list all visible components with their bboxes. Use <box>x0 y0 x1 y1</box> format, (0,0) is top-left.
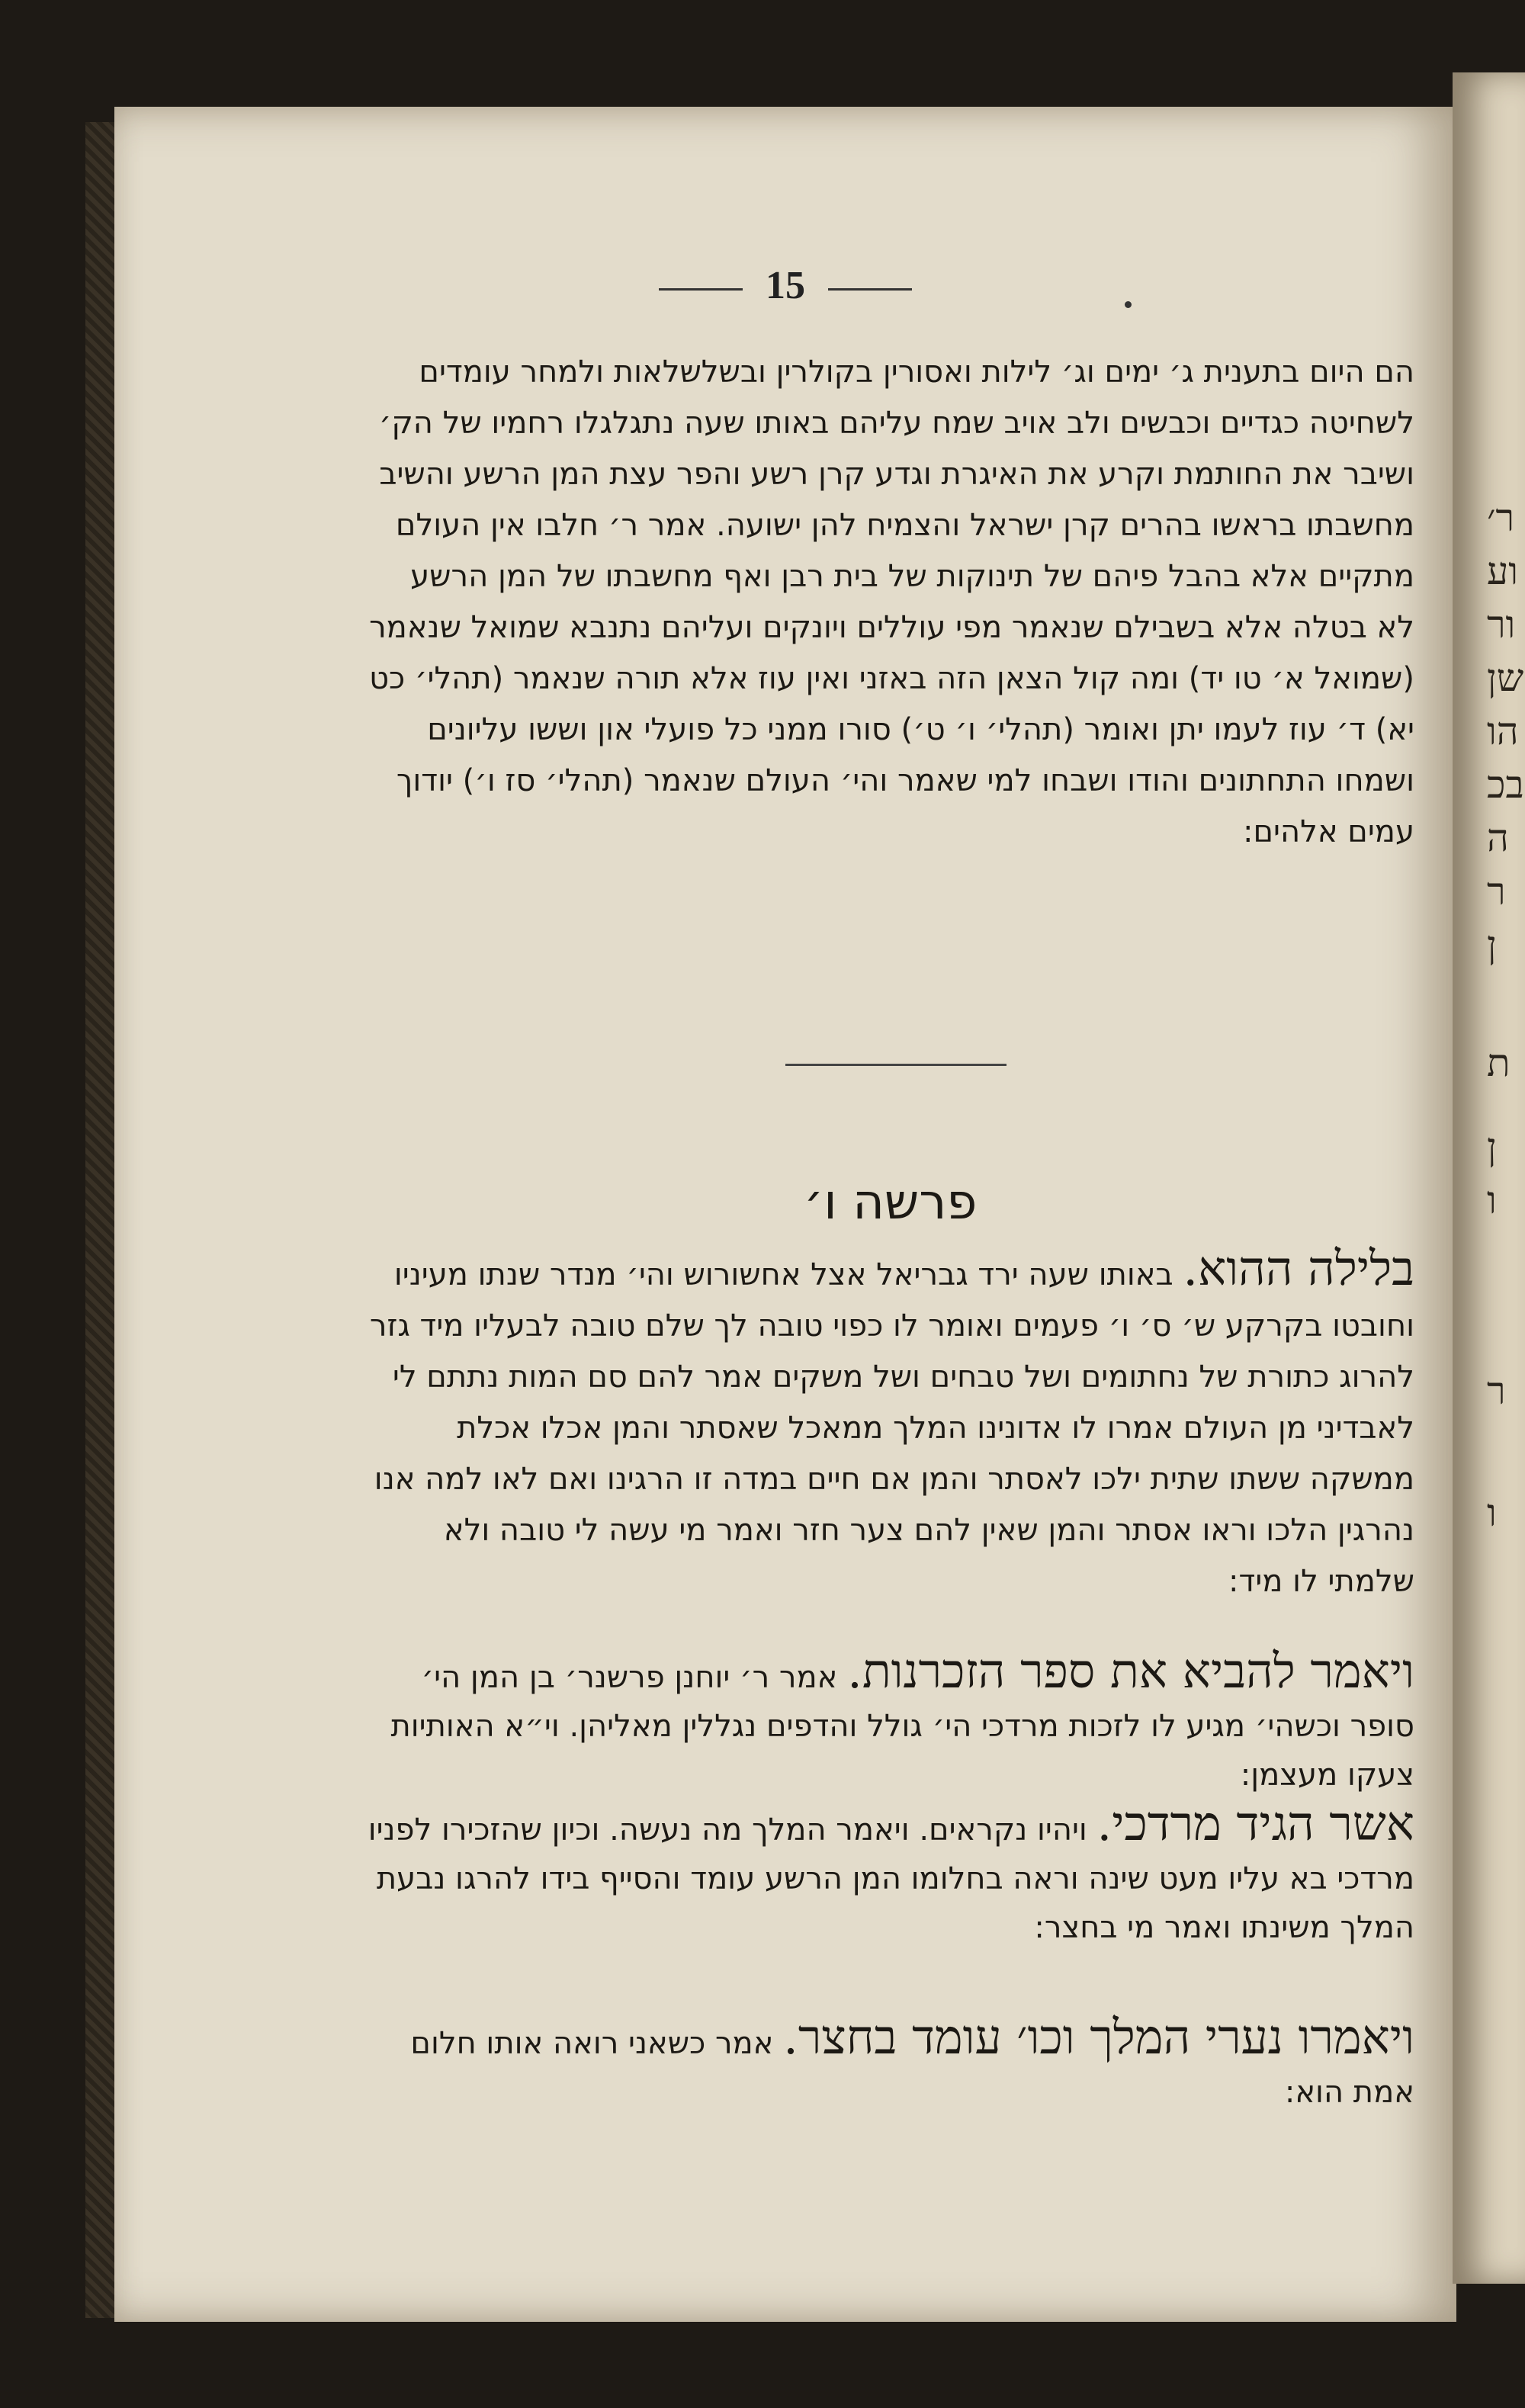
adjacent-page-edge <box>1453 72 1525 2284</box>
page-header <box>114 263 1456 308</box>
page-number: 15 <box>766 264 805 307</box>
adjacent-page-fragment: שן <box>1487 656 1524 700</box>
section-text: אמר ר׳ יוחנן פרשנר׳ בן המן הי׳ סופר וכשהי׳ מגיע לו לזכות מרדכי הי׳ גולל והדפים נגללין מאליהן. וי״א האותיות צעקו מעצמן: <box>390 1660 1414 1793</box>
adjacent-page-fragment: ר <box>1487 869 1506 913</box>
section-lead-phrase: ויאמרו נערי המלך וכו׳ עומד בחצר. <box>783 2009 1414 2065</box>
adjacent-page-fragment: בכ <box>1487 763 1524 807</box>
header-rule-left <box>659 288 743 291</box>
adjacent-page-fragment: הו <box>1487 709 1519 753</box>
section-separator <box>785 1064 1006 1066</box>
section-lead-phrase: בלילה ההוא. <box>1183 1241 1414 1296</box>
section-paragraph <box>366 1643 1414 1800</box>
adjacent-page-fragment: ו <box>1487 1178 1497 1222</box>
section-text: אמר כשאני רואה אותו חלום אמת הוא: <box>410 2026 1414 2110</box>
header-rule-right <box>828 288 912 291</box>
section-text: ויהיו נקראים. ויאמר המלך מה נעשה. וכיון שהזכירו לפניו מרדכי בא עליו מעט שינה וראה בחלומו המן הרשע עומד והסייף בידו להרגו נבעת המלך משינתו ואמר מי בחצר: <box>368 1812 1414 1945</box>
adjacent-page-fragment: וע <box>1487 549 1519 593</box>
adjacent-page-fragment: ר <box>1487 1369 1506 1413</box>
adjacent-page-fragment: ר׳ <box>1487 496 1515 540</box>
ink-dot <box>1125 301 1132 308</box>
section-paragraph <box>366 1796 1414 1952</box>
section-lead-phrase: אשר הגיד מרדכי. <box>1096 1796 1414 1851</box>
adjacent-page-fragment: ת <box>1487 1041 1511 1085</box>
chapter-title: פרשה ו׳ <box>803 1174 978 1231</box>
section-lead-phrase: ויאמר להביא את ספר הזכרנות. <box>847 1643 1414 1699</box>
section-paragraph <box>366 2009 1414 2117</box>
adjacent-page-fragment: ו <box>1487 1491 1497 1535</box>
section-paragraph <box>366 1243 1414 1607</box>
adjacent-page-fragment: ן <box>1487 923 1497 967</box>
paragraph-continuation: הם היום בתענית ג׳ ימים וג׳ לילות ואסורין בקולרין ובשלשלאות ולמחר עומדים לשחיטה כגדיים וכבשים ולב אויב שמח עליהם באותו שעה נתגלגלו רחמיו של הק׳ ושיבר את החותמת וקרע את האיגרת וגדע קרן רשע והפר עצת המן הרשע והשיב מחשבתו בראשו בהרים קרן ישראל והצמיח להן ישועה. אמר ר׳ חלבו אין העולם מתקיים אלא בהבל פיהם של תינוקות של בית רבן ואף מחשבתו של המן הרשע לא בטלה אלא בשבילם שנאמר מפי עוללים ויונקים ועליהם נתנבא שמואל שנאמר (שמואל א׳ טו יד) ומה קול הצאן הזה באזני ואין עוז אלא תורה שנאמר (תהלי׳ כט יא) ד׳ עוז לעמו יתן ואומר (תהלי׳ ו׳ ט׳) סורו ממני כל פועלי און וששו עליונים ושמחו התחתונים והודו ושבחו למי שאמר והי׳ העולם שנאמר (תהלי׳ סז ו׳) יודוך עמים אלהים: <box>369 355 1414 849</box>
adjacent-page-fragment: ור <box>1487 602 1516 647</box>
adjacent-page-fragment: ה <box>1487 816 1509 860</box>
adjacent-page-fragment: ן <box>1487 1125 1497 1169</box>
section-text: באותו שעה ירד גבריאל אצל אחשורוש והי׳ מנדר שנתו מעיניו וחובטו בקרקע ש׳ ס׳ ו׳ פעמים ואומר לו כפוי טובה לך שלם טובה לבעליו מיד גזר להרוג כתורת של נחתומים ושל טבחים ושל משקים אמר להם סם המות נתתם לי לאבדיני מן העולם אמרו לו אדונינו המלך ממאכל שאסתר והמן אכלו אכלת ממשקה ששתו שתית ילכו לאסתר והמן אם חיים במדה זו הרגינו ואם לאו למה אנו נהרגין הלכו וראו אסתר והמן שאין להם צער חזר ואמר מי עשה לי טובה ולא שלמתי לו מיד: <box>369 1257 1414 1599</box>
